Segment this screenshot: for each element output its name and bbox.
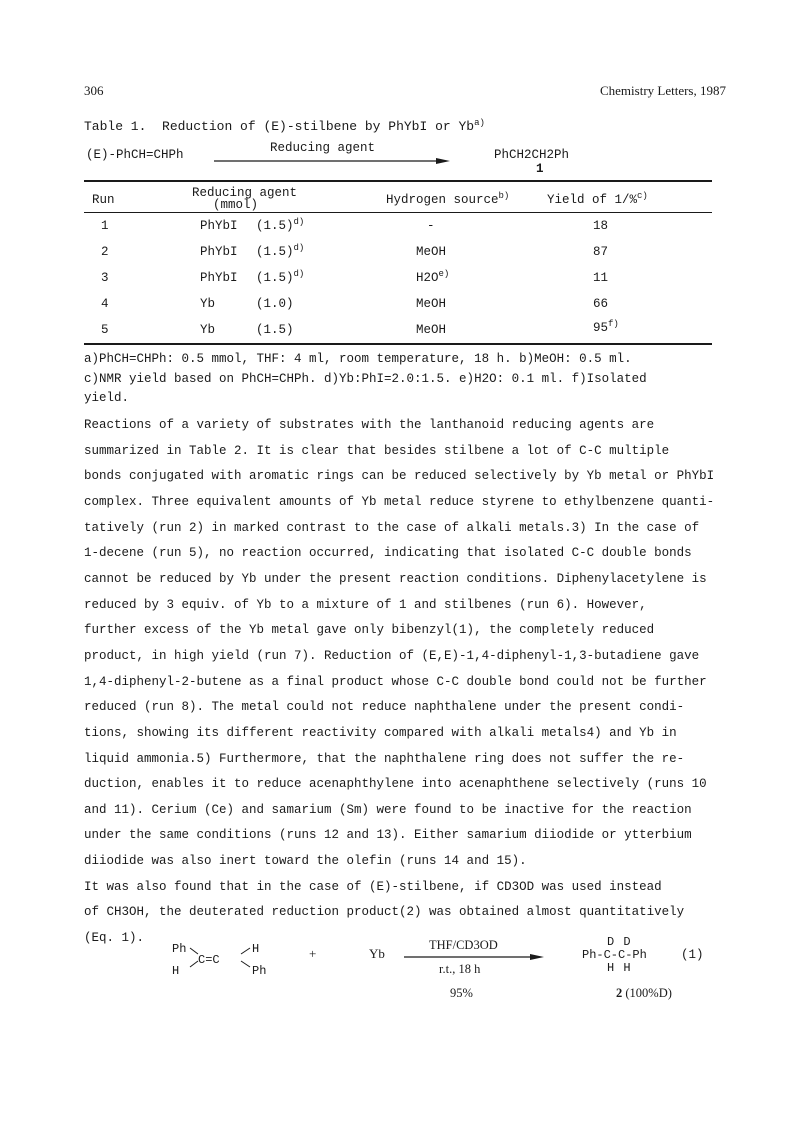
table-caption (84, 119, 485, 134)
col-header-agent-unit: (mmol) (213, 198, 259, 212)
col-header-hydrogen-text: Hydrogen source (386, 193, 499, 207)
cell-amount (256, 219, 304, 233)
cell-amount (256, 323, 294, 337)
cell-source-value: MeOH (416, 245, 447, 259)
cell-amount-sup: d) (293, 217, 305, 227)
cell-source-value: MeOH (416, 297, 447, 311)
cell-agent: PhYbI (200, 219, 238, 233)
eq-reactant-h2: H (252, 942, 260, 956)
scheme-product-number: 1 (536, 162, 544, 176)
table-caption-sup: a) (474, 118, 485, 128)
cell-agent: Yb (200, 323, 216, 337)
body-line: diiodide was also inert toward the olefin (runs 14 and 15). (84, 854, 527, 868)
cell-run: 1 (101, 219, 109, 233)
cell-yield (593, 297, 608, 311)
scheme-arrow-icon (214, 156, 450, 166)
cell-agent: Yb (200, 297, 216, 311)
col-header-yield-text: Yield of 1/% (547, 193, 638, 207)
body-line: further excess of the Yb metal gave only bibenzyl(1), the completely reduced (84, 623, 655, 638)
cell-amount-value: (1.5) (256, 323, 294, 337)
eq-product-number: 2 (616, 986, 623, 1000)
table-footnote: a)PhCH=CHPh: 0.5 mmol, THF: 4 ml, room temperature, 18 h. b)MeOH: 0.5 ml. (84, 352, 632, 366)
body-line: bonds conjugated with aromatic rings can be reduced selectively by Yb metal or PhYbI (84, 469, 715, 484)
eq-reactant-core: C=C (198, 953, 220, 967)
cell-source (416, 271, 449, 285)
cell-amount-sup: d) (293, 269, 305, 279)
cell-source-value: - (427, 219, 435, 233)
eq-reactant-ph1: Ph (172, 942, 187, 956)
cell-yield-value: 18 (593, 219, 609, 233)
body-line: 1,4-diphenyl-2-butene as a final product whose C-C double bond could not be further (84, 674, 707, 689)
cell-source-value: MeOH (416, 323, 447, 337)
cell-run: 2 (101, 245, 109, 259)
eq-yield: 95% (450, 986, 473, 1000)
eq-reagent: Yb (369, 946, 385, 961)
cell-amount-value: (1.5) (256, 271, 294, 285)
body-line: tions, showing its different reactivity compared with alkali metals4) and Yb in (84, 725, 677, 740)
body-line: product, in high yield (run 7). Reduction of (E,E)-1,4-diphenyl-1,3-butadiene gave (84, 648, 700, 663)
eq-product-h: H H (607, 961, 632, 975)
eq-reactant-h1: H (172, 964, 180, 978)
col-header-agent: Reducing agent (192, 186, 298, 200)
table-top-rule (84, 180, 712, 182)
bond-lines-icon (186, 945, 256, 971)
cell-source (416, 323, 446, 337)
cell-yield (593, 219, 608, 233)
eq-product-main: Ph-C-C-Ph (582, 948, 647, 962)
cell-amount (256, 297, 294, 311)
eq-number: (1) (681, 948, 704, 962)
table-caption-text: Reduction of (E)-stilbene by PhYbI or Yb (162, 119, 475, 134)
col-header-hydrogen (386, 193, 509, 207)
cell-yield-value: 87 (593, 245, 609, 259)
scheme-reactant: (E)-PhCH=CHPh (86, 148, 184, 162)
scheme-product: PhCH2CH2Ph (494, 148, 570, 162)
body-line: It was also found that in the case of (E)-stilbene, if CD3OD was used instead (84, 879, 662, 894)
eq-reactant-ph2: Ph (252, 964, 267, 978)
col-header-yield-sup: c) (637, 191, 648, 201)
cell-yield-value: 66 (593, 297, 609, 311)
body-line: complex. Three equivalent amounts of Yb metal reduce styrene to ethylbenzene quanti- (84, 494, 715, 509)
col-header-run: Run (92, 193, 115, 207)
table-footnote: yield. (84, 391, 130, 405)
cell-amount (256, 245, 304, 259)
cell-amount-value: (1.5) (256, 219, 294, 233)
eq-product-note: (100%D) (625, 986, 672, 1000)
cell-source (427, 219, 435, 233)
cell-agent: PhYbI (200, 271, 238, 285)
body-line: 1-decene (run 5), no reaction occurred, indicating that isolated C-C double bonds (84, 546, 692, 561)
cell-amount-value: (1.5) (256, 245, 294, 259)
body-line: under the same conditions (runs 12 and 13). Either samarium diiodide or ytterbium (84, 828, 692, 843)
eq-arrow-icon (404, 952, 544, 962)
cell-amount-value: (1.0) (256, 297, 294, 311)
body-line: summarized in Table 2. It is clear that besides stilbene a lot of C-C multiple (84, 443, 670, 458)
table-caption-prefix: Table 1. (84, 119, 147, 134)
cell-amount-sup: d) (293, 243, 305, 253)
body-line: reduced (run 8). The metal could not reduce naphthalene under the present condi- (84, 700, 685, 715)
table-footnote: c)NMR yield based on PhCH=CHPh. d)Yb:PhI=2.0:1.5. e)H2O: 0.1 ml. f)Isolated (84, 372, 647, 386)
table-bottom-rule (84, 343, 712, 345)
cell-run: 5 (101, 323, 109, 337)
body-line: of CH3OH, the deuterated reduction product(2) was obtained almost quantitatively (84, 905, 685, 920)
body-line: Reactions of a variety of substrates with the lanthanoid reducing agents are (84, 418, 655, 432)
cell-source (416, 245, 446, 259)
page-number: 306 (84, 83, 104, 98)
cell-source-value: H2O (416, 271, 439, 285)
cell-yield (593, 271, 608, 285)
col-header-yield (547, 193, 648, 207)
cell-yield-value: 11 (593, 271, 609, 285)
cell-amount (256, 271, 304, 285)
journal-title: Chemistry Letters, 1987 (599, 83, 726, 98)
cell-yield-sup: f) (608, 319, 619, 329)
cell-yield (593, 321, 619, 335)
body-line: cannot be reduced by Yb under the present reaction conditions. Diphenylacetylene is (84, 571, 707, 586)
table-header-rule (84, 212, 712, 213)
col-header-hydrogen-sup: b) (498, 191, 510, 201)
eq-conditions-bottom: r.t., 18 h (439, 962, 481, 976)
eq-plus: + (309, 946, 317, 961)
cell-yield (593, 245, 608, 259)
cell-yield-value: 95 (593, 321, 609, 335)
body-line: tatively (run 2) in marked contrast to the case of alkali metals.3) In the case of (84, 520, 700, 535)
cell-source-sup: e) (438, 269, 450, 279)
cell-agent: PhYbI (200, 245, 238, 259)
body-line: liquid ammonia.5) Furthermore, that the naphthalene ring does not suffer the re- (84, 751, 685, 766)
cell-run: 4 (101, 297, 109, 311)
eq-product-d: D D (607, 935, 632, 949)
body-line: (Eq. 1). (84, 931, 145, 945)
body-line: duction, enables it to reduce acenaphthylene into acenaphthene selectively (runs 10 (84, 777, 707, 792)
cell-source (416, 297, 446, 311)
eq-conditions-top: THF/CD3OD (429, 938, 498, 952)
body-line: and 11). Cerium (Ce) and samarium (Sm) were found to be inactive for the reaction (84, 802, 692, 817)
eq-product-label (616, 986, 672, 1001)
scheme-agent-label: Reducing agent (270, 141, 376, 155)
cell-run: 3 (101, 271, 109, 285)
body-line: reduced by 3 equiv. of Yb to a mixture of 1 and stilbenes (run 6). However, (84, 597, 647, 612)
